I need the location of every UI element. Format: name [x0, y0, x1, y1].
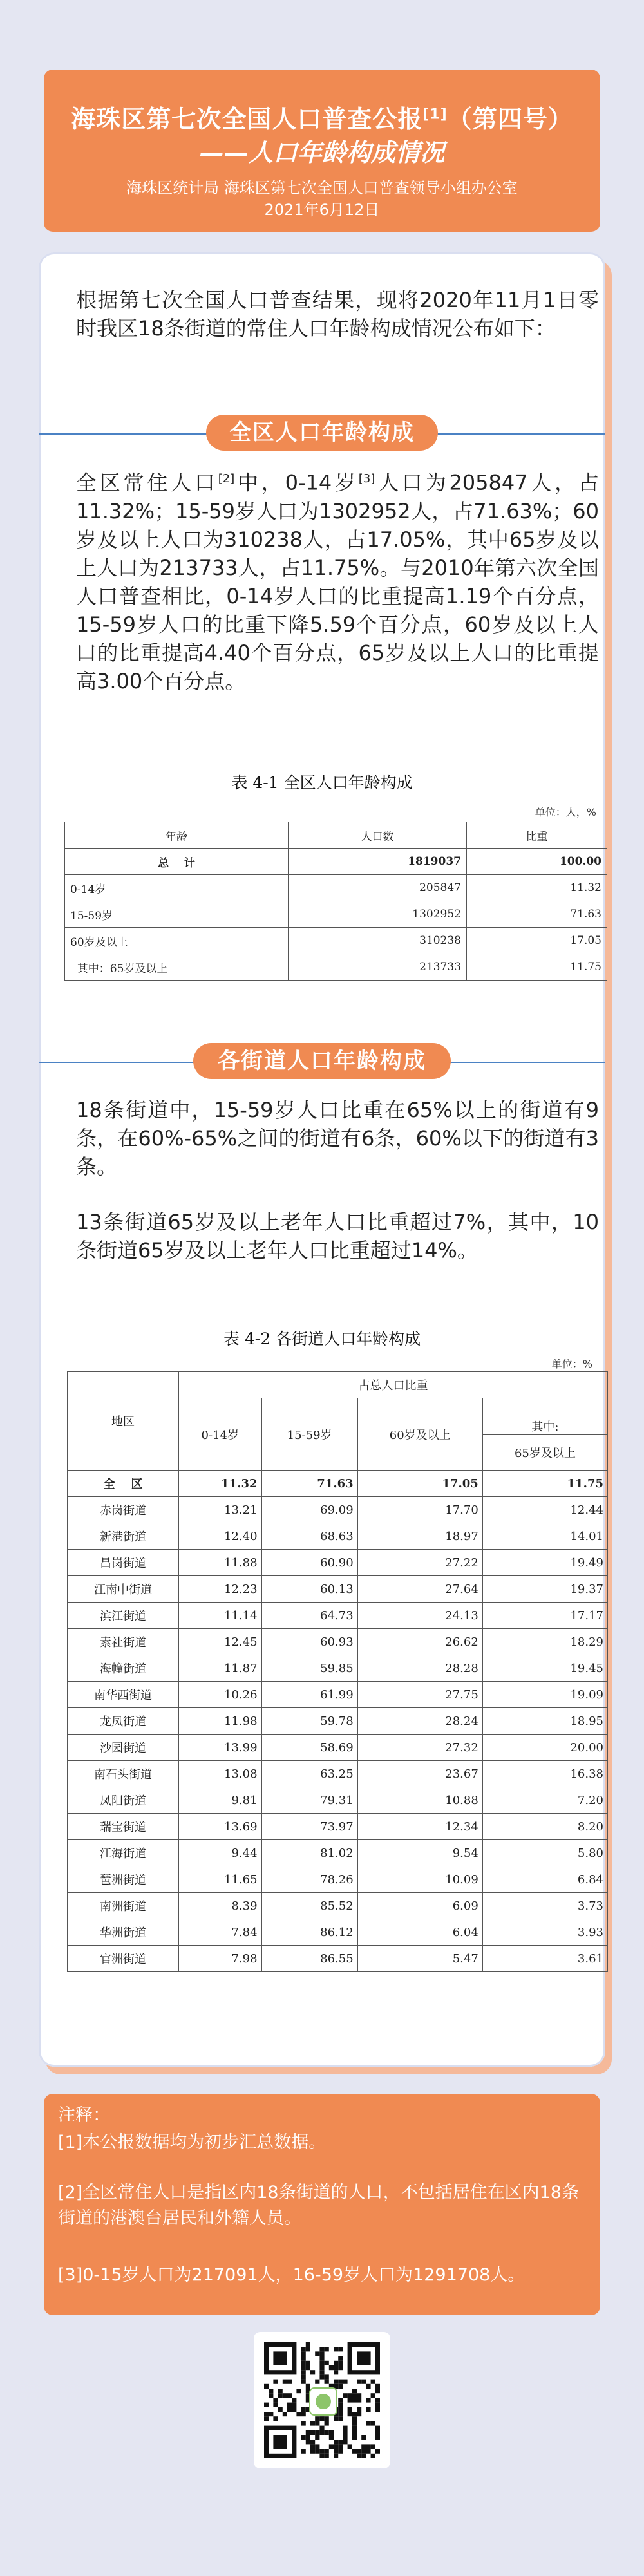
table2-value-cell: 7.98: [179, 1946, 262, 1972]
table2-area-cell: 沙园街道: [68, 1735, 179, 1761]
table2-value-cell: 12.45: [179, 1629, 262, 1655]
table2-value-cell: 14.01: [482, 1523, 607, 1550]
table2-value-cell: 18.97: [357, 1523, 482, 1550]
table2-value-cell: 60.13: [261, 1576, 357, 1603]
table2-header-row-1: [68, 1372, 608, 1398]
table2-body: [68, 1471, 608, 1972]
table2-area-cell: 南洲街道: [68, 1893, 179, 1919]
table-row: [68, 1708, 608, 1735]
table2-value-cell: 3.73: [482, 1893, 607, 1919]
table2-value-cell: 11.87: [179, 1655, 262, 1682]
table2-value-cell: 64.73: [261, 1603, 357, 1629]
table1-cell: 17.05: [467, 928, 607, 954]
table2-value-cell: 86.12: [261, 1919, 357, 1946]
table2-value-cell: 9.54: [357, 1840, 482, 1866]
table2-value-cell: 85.52: [261, 1893, 357, 1919]
table2-area-cell: 滨江街道: [68, 1603, 179, 1629]
table2-value-cell: 63.25: [261, 1761, 357, 1787]
section1-title: 全区人口年龄构成: [206, 415, 438, 451]
table-row: [68, 1761, 608, 1787]
table2-value-cell: 60.90: [261, 1550, 357, 1576]
table2-header-group: 占总人口比重: [179, 1372, 608, 1398]
table-row: [65, 875, 607, 901]
table2-value-cell: 68.63: [261, 1523, 357, 1550]
table2-value-cell: 12.34: [357, 1814, 482, 1840]
table1-cell: 1302952: [289, 901, 467, 928]
table2-value-cell: 11.14: [179, 1603, 262, 1629]
table1-header-age: 年龄: [65, 822, 289, 849]
table2-value-cell: 24.13: [357, 1603, 482, 1629]
table2-units: 单位：%: [551, 1358, 592, 1370]
section1-text-b: 中，0-14岁: [234, 470, 359, 495]
table1-header-share: 比重: [467, 822, 607, 849]
report-title-main: 海珠区第七次全国人口普查公报: [71, 105, 423, 133]
table2-value-cell: 9.81: [179, 1787, 262, 1814]
table1-header-population: 人口数: [289, 822, 467, 849]
table2-value-cell: 13.69: [179, 1814, 262, 1840]
table2-header-col-last-bottom: 65岁及以上: [482, 1435, 607, 1471]
table-row: [68, 1814, 608, 1840]
table1-cell: 总 计: [65, 849, 289, 875]
table2-area-cell: 瑞宝街道: [68, 1814, 179, 1840]
table-row: [68, 1523, 608, 1550]
table1-cell: 0-14岁: [65, 875, 289, 901]
table2-value-cell: 18.29: [482, 1629, 607, 1655]
report-title-footnote: [1]: [422, 106, 448, 123]
table-row: [65, 928, 607, 954]
table1-header-row: [65, 822, 607, 849]
table2-value-cell: 12.44: [482, 1497, 607, 1523]
table2-value-cell: 78.26: [261, 1866, 357, 1893]
table2-value-cell: 11.32: [179, 1471, 262, 1497]
table1-units: 单位：人，%: [535, 806, 596, 818]
table2-area-cell: 昌岗街道: [68, 1550, 179, 1576]
notes-heading: 注释：: [58, 2105, 110, 2125]
table1-cell: 11.32: [467, 875, 607, 901]
table2-value-cell: 12.40: [179, 1523, 262, 1550]
table1-cell: 60岁及以上: [65, 928, 289, 954]
table2-value-cell: 19.49: [482, 1550, 607, 1576]
table2-area-cell: 全 区: [68, 1471, 179, 1497]
table-row: [65, 954, 607, 981]
table2-value-cell: 18.95: [482, 1708, 607, 1735]
table2-value-cell: 58.69: [261, 1735, 357, 1761]
table2-title: 表 4-2 各街道人口年龄构成: [223, 1330, 421, 1348]
table-row: [68, 1840, 608, 1866]
table2-area-cell: 琶洲街道: [68, 1866, 179, 1893]
table2-value-cell: 6.09: [357, 1893, 482, 1919]
table-row: [68, 1655, 608, 1682]
table1: [64, 822, 607, 981]
table1-cell: 71.63: [467, 901, 607, 928]
table2-value-cell: 19.37: [482, 1576, 607, 1603]
table2-area-cell: 新港街道: [68, 1523, 179, 1550]
table-row: [68, 1576, 608, 1603]
footnote-ref-3: [3]: [358, 472, 375, 485]
table1-cell: 310238: [289, 928, 467, 954]
table2-value-cell: 20.00: [482, 1735, 607, 1761]
table2-value-cell: 19.09: [482, 1682, 607, 1708]
table2-area-cell: 江海街道: [68, 1840, 179, 1866]
table2-value-cell: 59.85: [261, 1655, 357, 1682]
table2-header-col: 0-14岁: [179, 1398, 262, 1471]
note-3: [3]0-15岁人口为217091人，16-59岁人口为1291708人。: [58, 2265, 526, 2285]
table2-area-cell: 南石头街道: [68, 1761, 179, 1787]
table2-value-cell: 28.24: [357, 1708, 482, 1735]
table1-title: 表 4-1 全区人口年龄构成: [231, 773, 413, 792]
table2-value-cell: 5.80: [482, 1840, 607, 1866]
table2-value-cell: 27.22: [357, 1550, 482, 1576]
table2-value-cell: 23.67: [357, 1761, 482, 1787]
qr-code: [254, 2332, 390, 2468]
table-row: [68, 1629, 608, 1655]
table-row: [65, 849, 607, 875]
table2-value-cell: 27.64: [357, 1576, 482, 1603]
table2-value-cell: 71.63: [261, 1471, 357, 1497]
table2-value-cell: 81.02: [261, 1840, 357, 1866]
table1-cell: 213733: [289, 954, 467, 981]
table2-value-cell: 59.78: [261, 1708, 357, 1735]
table2-value-cell: 17.05: [357, 1471, 482, 1497]
table2-area-cell: 南华西街道: [68, 1682, 179, 1708]
table2-area-cell: 龙凤街道: [68, 1708, 179, 1735]
note-2: [2]全区常住人口是指区内18条街道的人口，不包括居住在区内18条街道的港澳台居民和外籍人员。: [58, 2183, 579, 2228]
table2-value-cell: 61.99: [261, 1682, 357, 1708]
table1-cell: 1819037: [289, 849, 467, 875]
table2-value-cell: 27.32: [357, 1735, 482, 1761]
table2-value-cell: 60.93: [261, 1629, 357, 1655]
table-row: [68, 1893, 608, 1919]
table2-value-cell: 27.75: [357, 1682, 482, 1708]
table2-value-cell: 11.88: [179, 1550, 262, 1576]
table2-area-cell: 江南中街道: [68, 1576, 179, 1603]
table2-value-cell: 6.84: [482, 1866, 607, 1893]
section1-text-c: 人口为205847人，占11.32%；15-59岁人口为1302952人，占71.63%；60岁及以上人口为310238人，占17.05%，其中65岁及以上人口为213733人，占11.75%。与2010年第六次全国人口普查相比，0-14岁人口的比重提高1.19个百分点，15-59岁人口的比重下降5.59个百分点，60岁及以上人口的比重提高4.40个百分点，65岁及以上人口的比重提高3.00个百分点。: [76, 470, 599, 693]
table2-header-col: 60岁及以上: [357, 1398, 482, 1471]
table2-area-cell: 赤岗街道: [68, 1497, 179, 1523]
table-row: [68, 1735, 608, 1761]
table2-value-cell: 79.31: [261, 1787, 357, 1814]
intro-paragraph: 根据第七次全国人口普查结果，现将2020年11月1日零时我区18条街道的常住人口年龄构成情况公布如下：: [76, 288, 599, 341]
table2-value-cell: 3.93: [482, 1919, 607, 1946]
table-row: [68, 1787, 608, 1814]
notes-panel: [44, 2094, 600, 2315]
table2-header-col: 15-59岁: [261, 1398, 357, 1471]
table2-value-cell: 6.04: [357, 1919, 482, 1946]
table2-value-cell: 10.26: [179, 1682, 262, 1708]
table2-value-cell: 16.38: [482, 1761, 607, 1787]
table2-value-cell: 12.23: [179, 1576, 262, 1603]
table2-value-cell: 5.47: [357, 1946, 482, 1972]
table1-cell: 11.75: [467, 954, 607, 981]
table1-cell: 100.00: [467, 849, 607, 875]
table1-cell: 205847: [289, 875, 467, 901]
table-row: [68, 1497, 608, 1523]
table-row: [65, 901, 607, 928]
report-date: 2021年6月12日: [264, 201, 380, 219]
table2-value-cell: 10.09: [357, 1866, 482, 1893]
table2-value-cell: 9.44: [179, 1840, 262, 1866]
table-row: [68, 1866, 608, 1893]
table-row: [68, 1471, 608, 1497]
table-row: [68, 1550, 608, 1576]
table2-value-cell: 11.75: [482, 1471, 607, 1497]
table2-value-cell: 11.98: [179, 1708, 262, 1735]
table2-value-cell: 86.55: [261, 1946, 357, 1972]
table2-area-cell: 华洲街道: [68, 1919, 179, 1946]
table1-cell: 15-59岁: [65, 901, 289, 928]
table2-area-cell: 素社街道: [68, 1629, 179, 1655]
table-row: [68, 1946, 608, 1972]
table2-value-cell: 7.20: [482, 1787, 607, 1814]
section2-paragraph-2: 13条街道65岁及以上老年人口比重超过7%，其中，10条街道65岁及以上老年人口比重超过14%。: [76, 1210, 599, 1263]
table2-value-cell: 10.88: [357, 1787, 482, 1814]
table-row: [68, 1682, 608, 1708]
table2-value-cell: 28.28: [357, 1655, 482, 1682]
section1-paragraph: [76, 465, 599, 695]
table2-value-cell: 7.84: [179, 1919, 262, 1946]
table2-value-cell: 17.17: [482, 1603, 607, 1629]
table2-value-cell: 3.61: [482, 1946, 607, 1972]
report-title-number: （第四号）: [447, 105, 573, 133]
table2-value-cell: 13.99: [179, 1735, 262, 1761]
table2-area-cell: 海幢街道: [68, 1655, 179, 1682]
table2-header-area: 地区: [68, 1372, 179, 1471]
report-issuer: 海珠区统计局 海珠区第七次全国人口普查领导小组办公室: [126, 179, 518, 197]
section2-paragraph-1: 18条街道中，15-59岁人口比重在65%以上的街道有9条，在60%-65%之间的街道有6条，60%以下的街道有3条。: [76, 1098, 599, 1179]
table2-area-cell: 官洲街道: [68, 1946, 179, 1972]
footnote-ref-2: [2]: [218, 472, 235, 485]
note-1: [1]本公报数据均为初步汇总数据。: [58, 2132, 327, 2152]
table2-value-cell: 17.70: [357, 1497, 482, 1523]
report-subtitle: ——人口年龄构成情况: [199, 138, 444, 167]
table2: [67, 1371, 608, 1972]
table2-value-cell: 73.97: [261, 1814, 357, 1840]
report-header: [44, 70, 600, 232]
table1-cell: 其中：65岁及以上: [65, 954, 289, 981]
section2-title: 各街道人口年龄构成: [193, 1043, 451, 1079]
table2-header-col-last-top: 其中:: [482, 1398, 607, 1435]
table2-value-cell: 8.20: [482, 1814, 607, 1840]
report-title: [44, 99, 600, 135]
table2-value-cell: 8.39: [179, 1893, 262, 1919]
table2-value-cell: 13.08: [179, 1761, 262, 1787]
table2-area-cell: 凤阳街道: [68, 1787, 179, 1814]
table-row: [68, 1919, 608, 1946]
table2-value-cell: 19.45: [482, 1655, 607, 1682]
table-row: [68, 1603, 608, 1629]
table2-value-cell: 11.65: [179, 1866, 262, 1893]
section1-text-a: 全区常住人口: [76, 470, 218, 495]
table2-value-cell: 26.62: [357, 1629, 482, 1655]
table2-value-cell: 13.21: [179, 1497, 262, 1523]
qr-logo-icon: [309, 2387, 337, 2416]
table2-value-cell: 69.09: [261, 1497, 357, 1523]
